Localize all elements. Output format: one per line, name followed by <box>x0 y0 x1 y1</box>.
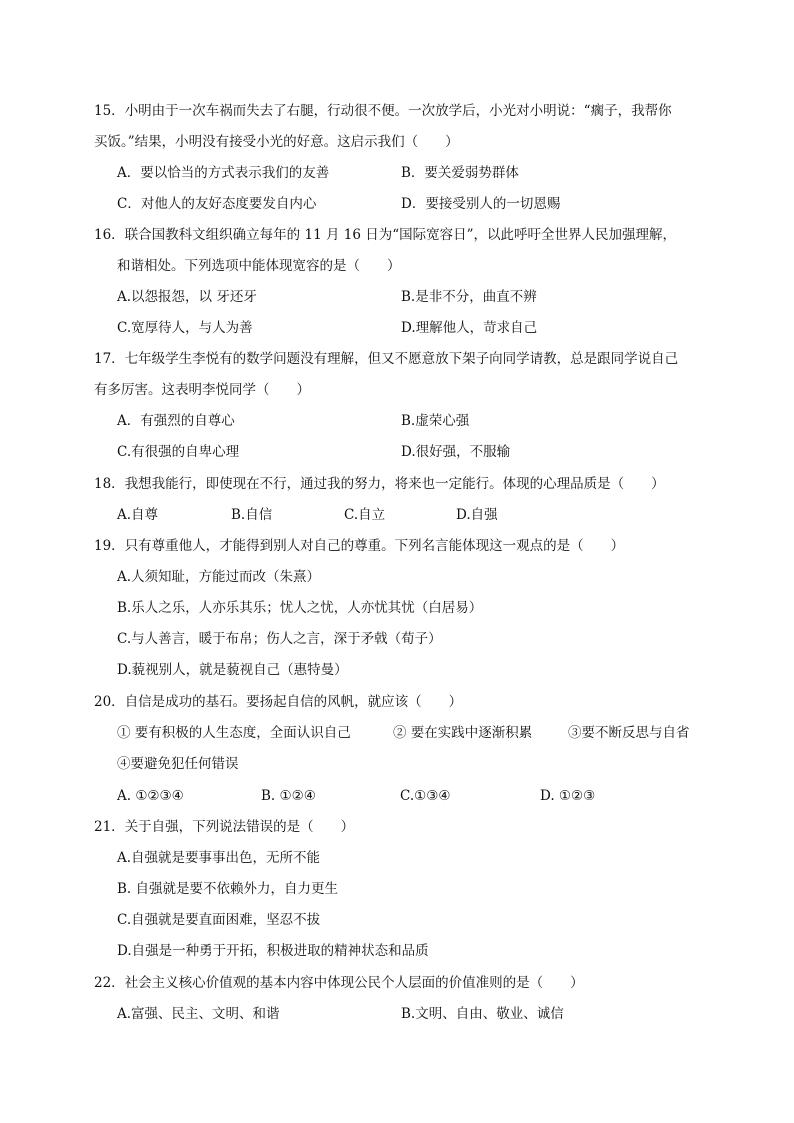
question-text: 只有尊重他人，才能得到别人对自己的尊重。下列名言能体现这一观点的是（ ） <box>124 538 625 554</box>
question-number: 17． <box>94 351 125 367</box>
question-20-statement-3: ③要不断反思与自省 <box>568 725 690 741</box>
question-15-option-c: C．对他人的友好态度要发自内心 <box>117 196 317 212</box>
question-19-line-1 <box>94 536 624 556</box>
question-text: 我想我能行，即使现在不行，通过我的努力，将来也一定能行。体现的心理品质是（ ） <box>124 476 665 492</box>
question-number: 16． <box>94 227 125 243</box>
question-17-option-d: D.很好强，不服输 <box>401 444 511 460</box>
question-text: 自信是成功的基石。要扬起自信的风帆，就应该（ ） <box>124 694 463 710</box>
question-17-line-1 <box>94 349 678 369</box>
question-21-option-a: A.自强就是要事事出色，无所不能 <box>117 850 321 866</box>
question-16-line-2: 和谐相处。下列选项中能体现宽容的是（ ） <box>117 258 401 274</box>
question-19-option-b: B.乐人之乐，人亦乐其乐；忧人之忧，人亦忧其忧（白居易） <box>117 600 483 616</box>
question-16-option-b: B.是非不分，曲直不辨 <box>401 289 537 305</box>
question-18-option-c: C.自立 <box>344 507 386 523</box>
question-number: 19． <box>94 538 125 554</box>
question-16-option-a: A.以怨报怨，以 牙还牙 <box>117 289 257 305</box>
question-15-option-a: A．要以恰当的方式表示我们的友善 <box>117 165 330 181</box>
question-20-option-a: A. ①②③④ <box>117 788 184 804</box>
question-15-option-d: D．要接受别人的一切恩赐 <box>401 196 561 212</box>
question-15-option-b: B．要关爱弱势群体 <box>401 165 519 181</box>
question-20-statement-2: ② 要在实践中逐渐积累 <box>393 725 533 741</box>
question-text: 七年级学生李悦有的数学问题没有理解，但又不愿意放下架子向同学请教，总是跟同学说自己 <box>124 351 679 367</box>
question-19-option-a: A.人须知耻，方能过而改（朱熹） <box>117 569 321 585</box>
question-22-line-1 <box>94 973 584 993</box>
question-text: 联合国教科文组织确立每年的 11 月 16 日为“国际宽容日”，以此呼吁全世界人民加强理解， <box>124 227 677 243</box>
question-22-option-b: B.文明、自由、敬业、诚信 <box>401 1006 564 1022</box>
question-17-option-a: A．有强烈的自尊心 <box>117 413 235 429</box>
question-17-option-b: B.虚荣心强 <box>401 413 470 429</box>
question-20-option-c: C.①③④ <box>400 788 451 804</box>
question-15-line-1 <box>94 101 672 121</box>
question-16-option-c: C.宽厚待人，与人为善 <box>117 320 253 336</box>
question-21-option-d: D.自强是一种勇于开拓，积极进取的精神状态和品质 <box>117 943 429 959</box>
question-21-option-b: B. 自强就是要不依赖外力，自力更生 <box>117 881 339 897</box>
question-number: 15． <box>94 103 125 119</box>
question-15-line-2: 买饭。”结果，小明没有接受小光的好意。这启示我们（ ） <box>94 134 459 150</box>
question-number: 21． <box>94 819 125 835</box>
question-18-line-1 <box>94 474 665 494</box>
question-text: 关于自强，下列说法错误的是（ ） <box>124 819 355 835</box>
question-number: 22． <box>94 975 125 991</box>
question-21-option-c: C.自强就是要直面困难，坚忍不拔 <box>117 912 321 928</box>
question-20-statement-1: ① 要有积极的人生态度，全面认识自己 <box>117 725 351 741</box>
question-21-line-1 <box>94 817 354 837</box>
question-20-line-1 <box>94 692 462 712</box>
question-17-line-2: 有多厉害。这表明李悦同学（ ） <box>94 382 310 398</box>
question-20-option-d: D. ①②③ <box>540 788 596 804</box>
question-17-option-c: C.有很强的自卑心理 <box>117 444 240 460</box>
question-18-option-d: D.自强 <box>456 507 498 523</box>
question-19-option-c: C.与人善言，暖于布帛；伤人之言，深于矛戟（荀子） <box>117 631 442 647</box>
question-22-option-a: A.富强、民主、文明、和谐 <box>117 1006 280 1022</box>
question-20-option-b: B. ①②④ <box>261 788 316 804</box>
question-18-option-b: B.自信 <box>231 507 273 523</box>
question-18-option-a: A.自尊 <box>117 507 159 523</box>
question-20-statement-4: ④要避免犯任何错误 <box>117 756 239 772</box>
question-16-line-1 <box>94 225 676 245</box>
question-text: 小明由于一次车祸而失去了右腿，行动很不便。一次放学后，小光对小明说：“瘸子，我帮你 <box>124 103 672 119</box>
question-19-option-d: D.藐视别人，就是藐视自己（惠特曼） <box>117 662 348 678</box>
question-number: 18． <box>94 476 125 492</box>
question-16-option-d: D.理解他人，苛求自己 <box>401 320 538 336</box>
question-number: 20． <box>94 694 125 710</box>
question-text: 社会主义核心价值观的基本内容中体现公民个人层面的价值准则的是（ ） <box>124 975 584 991</box>
